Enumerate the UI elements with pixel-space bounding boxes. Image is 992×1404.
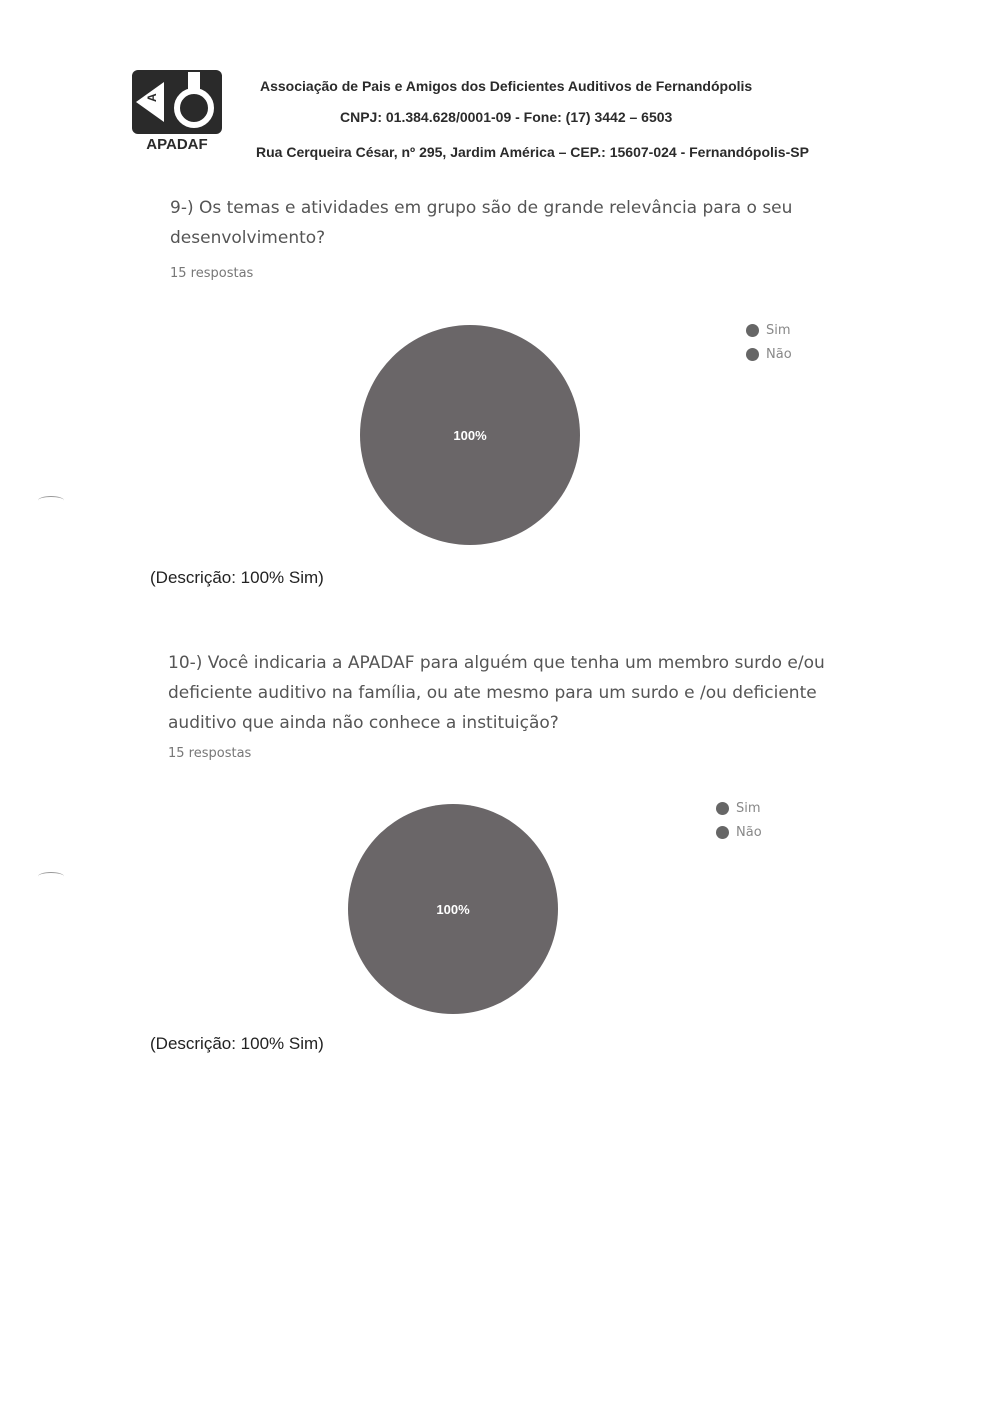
pie-chart-q10 bbox=[346, 802, 560, 1016]
legend-q9 bbox=[746, 318, 792, 366]
organization-name: Associação de Pais e Amigos dos Deficientes Auditivos de Fernandópolis bbox=[260, 78, 753, 94]
question-9-description: (Descrição: 100% Sim) bbox=[150, 568, 324, 587]
punch-mark bbox=[38, 872, 64, 881]
legend-dot-sim bbox=[746, 324, 759, 337]
question-10-responses: 15 respostas bbox=[168, 746, 252, 761]
legend-item-sim[interactable] bbox=[716, 796, 762, 820]
legend-label-nao: Não bbox=[766, 346, 792, 362]
legend-dot-sim bbox=[716, 802, 729, 815]
punch-mark bbox=[38, 496, 64, 505]
address: Rua Cerqueira César, nº 295, Jardim América – CEP.: 15607-024 - Fernandópolis-SP bbox=[256, 144, 809, 160]
legend-label-nao: Não bbox=[736, 824, 762, 840]
pie-chart-q9 bbox=[358, 323, 582, 547]
question-9-responses: 15 respostas bbox=[170, 266, 254, 281]
legend-dot-nao bbox=[746, 348, 759, 361]
question-9-text: 9-) Os temas e atividades em grupo são de grande relevância para o seu desenvolvimento? bbox=[170, 198, 793, 248]
legend-label-sim: Sim bbox=[766, 322, 791, 338]
apadaf-logo bbox=[130, 68, 224, 152]
pie-data-label: 100% bbox=[436, 902, 470, 917]
pie-data-label: 100% bbox=[453, 428, 487, 443]
logo-wordmark: APADAF bbox=[146, 136, 208, 152]
cnpj-phone: CNPJ: 01.384.628/0001-09 - Fone: (17) 3442 – 6503 bbox=[340, 109, 673, 125]
legend-label-sim: Sim bbox=[736, 800, 761, 816]
legend-item-nao[interactable] bbox=[716, 820, 762, 844]
question-10-description: (Descrição: 100% Sim) bbox=[150, 1034, 324, 1053]
question-10-text: 10-) Você indicaria a APADAF para alguém que tenha um membro surdo e/ou deficiente auditivo na família, ou ate mesmo para um surdo e /ou deficiente auditivo que ainda não conhece a instituição? bbox=[168, 653, 825, 733]
legend-q10 bbox=[716, 796, 762, 844]
legend-item-nao[interactable] bbox=[746, 342, 792, 366]
legend-item-sim[interactable] bbox=[746, 318, 792, 342]
svg-text:A: A bbox=[145, 93, 159, 102]
legend-dot-nao bbox=[716, 826, 729, 839]
